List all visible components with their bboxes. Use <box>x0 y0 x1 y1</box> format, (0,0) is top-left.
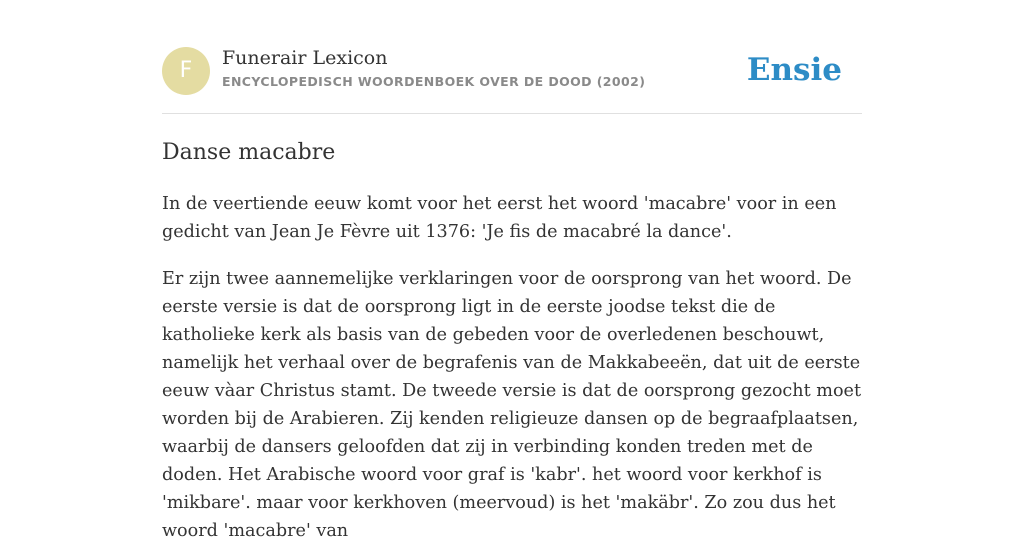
lexicon-avatar[interactable]: F <box>162 47 210 95</box>
lexicon-subtitle: ENCYCLOPEDISCH WOORDENBOEK OVER DE DOOD (2002) <box>222 74 646 89</box>
article-paragraph-2: Er zijn twee aannemelijke verklaringen voor de oorsprong van het woord. De eerste versie is dat de oorsprong ligt in de eerste joodse tekst die de katholieke kerk als basis van de gebeden voor de overledenen beschouwt, namelijk het verhaal over de begrafenis van de Makkabeeën, dat uit de eerste eeuw vàar Christus stamt. De tweede versie is dat de oorsprong gezocht moet worden bij de Arabieren. Zij kenden religieuze dansen op de begraafplaatsen, waarbij de dansers geloofden dat zij in verbinding konden treden met de doden. Het Arabische woord voor graf is 'kabr'. het woord voor kerkhof is 'mikbare'. maar voor kerkhoven (meervoud) is het 'makäbr'. Zo zou dus het woord 'macabre' van <box>162 269 862 541</box>
article-title: Danse macabre <box>162 140 336 165</box>
lexicon-title-link[interactable]: Funerair Lexicon <box>222 47 388 69</box>
header-divider <box>162 113 862 114</box>
ensie-logo-link[interactable]: Ensie <box>746 52 842 88</box>
article-paragraph-1: In de veertiende eeuw komt voor het eerst het woord 'macabre' voor in een gedicht van Jean Je Fèvre uit 1376: 'Je fis de macabré la dance'. <box>162 194 837 242</box>
lexicon-header <box>162 46 862 96</box>
